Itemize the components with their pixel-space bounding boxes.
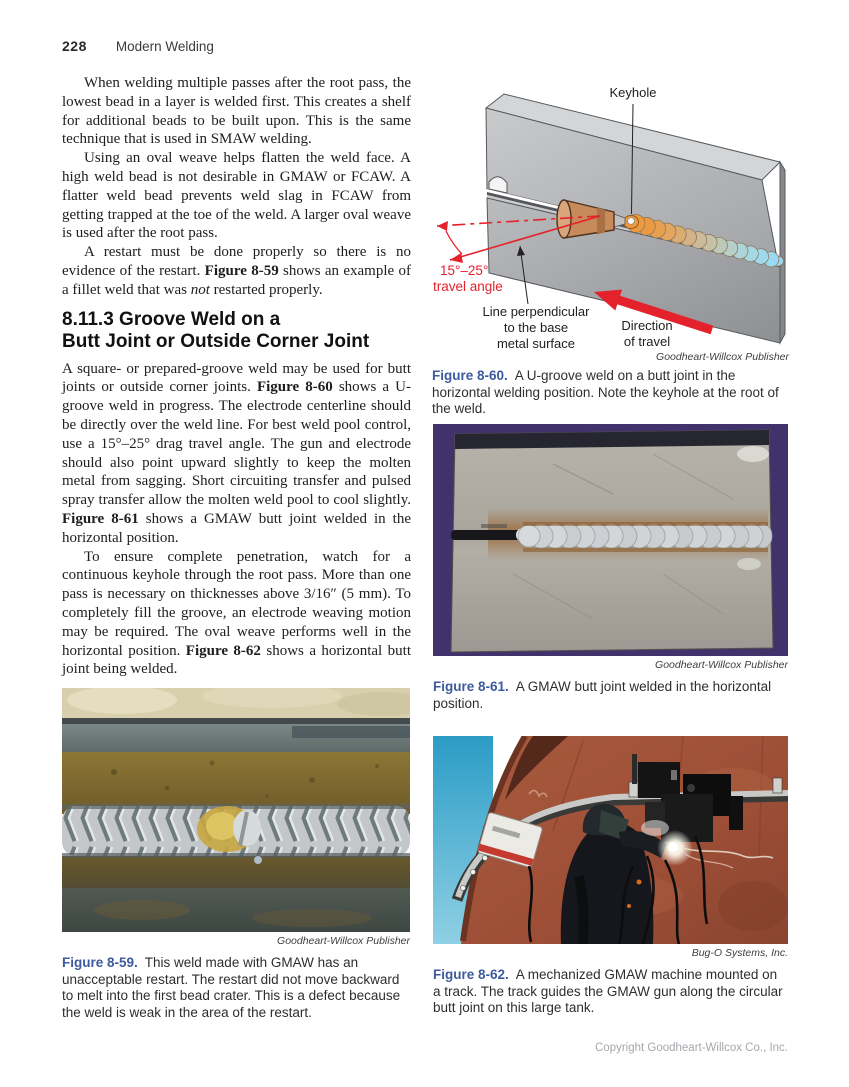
book-title: Modern Welding: [115, 39, 214, 54]
figure-59-block: [62, 688, 410, 1035]
figure-62-caption: Figure 8-62. A mechanized GMAW machine mounted on a track. The track guides the GMAW gun along the circular butt joint on this large tank.: [433, 967, 783, 1015]
weld-bead: [518, 524, 772, 548]
body-paragraph: To ensure complete penetration, watch for a continuous keyhole through the root pass. More than one pass is necessary on thicknesses above 3/16″ (5 mm). To completely fill the groove, an electrode weaving motion may be required. The oval weave performs well in the horizontal position. Figure 8-62 shows a horizontal butt joint being welded.: [62, 548, 411, 678]
body-paragraph: A restart must be done properly so there is no evidence of the restart. Figure 8-59 shows an example of a fillet weld that was not restarted properly.: [62, 244, 411, 298]
figure-60-credit: Goodheart-Willcox Publisher: [656, 351, 789, 363]
figure-59-label: Figure 8-59.: [62, 955, 138, 970]
keyhole-label: Keyhole: [609, 85, 657, 100]
keyhole-dot: [628, 218, 635, 225]
perpendicular-label-3: metal surface: [496, 336, 576, 348]
left-text-column: [62, 74, 411, 679]
figure-61-label: Figure 8-61.: [433, 679, 509, 694]
figure-61-photo: [433, 424, 788, 656]
figure-59-caption: Figure 8-59. This weld made with GMAW has an unacceptable restart. The restart did not move backward to melt into the first bead crater. This is a defect because the weld is weak in the area of the restart.: [62, 955, 401, 1020]
figure-59-credit: Goodheart-Willcox Publisher: [277, 935, 410, 947]
figure-60-caption: Figure 8-60. A U-groove weld on a butt joint in the horizontal welding position. Note the keyhole at the root of the weld.: [432, 368, 779, 416]
figure-61-block: [433, 424, 788, 726]
direction-label-1: Direction: [621, 318, 673, 333]
figure-60-label: Figure 8-60.: [432, 368, 508, 383]
figure-62-label: Figure 8-62.: [433, 967, 509, 982]
figure-62-credit: Bug-O Systems, Inc.: [691, 947, 788, 959]
figure-62-block: [433, 736, 788, 1030]
perpendicular-label-1: Line perpendicular: [482, 304, 590, 319]
copyright-notice: Copyright Goodheart-Willcox Co., Inc.: [594, 1042, 788, 1054]
section-heading: 8.11.3 Groove Weld on a Butt Joint or Outside Corner Joint: [62, 308, 370, 352]
figure-61-credit: Goodheart-Willcox Publisher: [655, 659, 788, 671]
page-number: 228: [62, 38, 87, 54]
travel-angle-value: 15°–25°: [440, 263, 489, 278]
figure-59-photo: [62, 688, 410, 932]
travel-angle-word: travel angle: [433, 279, 503, 294]
body-paragraph: A square- or prepared-groove weld may be used for butt joints or outside corner joints. Figure 8-60 shows a U-groove weld in progress. The electrode centerline should be directly over the weld line. For best weld pool control, use a 15°–25° drag travel angle. The gun and electrode should also point upward slightly to keep the molten metal from sagging. Short circuiting transfer and pulsed spray transfer allow the molten weld pool to cool slightly. Figure 8-61 shows a GMAW butt joint welded in the horizontal position.: [62, 360, 411, 546]
direction-label-2: of travel: [623, 334, 671, 348]
body-paragraph: Using an oval weave helps flatten the weld face. A high weld bead is not desirable in GMAW or FCAW. A flatter weld bead prevents weld slag in FCAW from getting trapped at the toe of the weld. A larger oval weave is used after the root pass.: [62, 150, 411, 242]
figure-61-caption: Figure 8-61. A GMAW butt joint welded in the horizontal position.: [433, 679, 772, 711]
body-paragraph: When welding multiple passes after the root pass, the lowest bead in a layer is welded first. This creates a shelf for additional beads to be built upon. This is the same technique that is used in SMAW welding.: [62, 75, 411, 148]
running-head: [62, 38, 214, 54]
figure-60-block: [432, 64, 789, 431]
perpendicular-label-2: to the base: [503, 320, 569, 335]
figure-62-photo: [433, 736, 788, 944]
figure-60-diagram: [432, 64, 789, 348]
plate-side-face: [780, 162, 785, 343]
